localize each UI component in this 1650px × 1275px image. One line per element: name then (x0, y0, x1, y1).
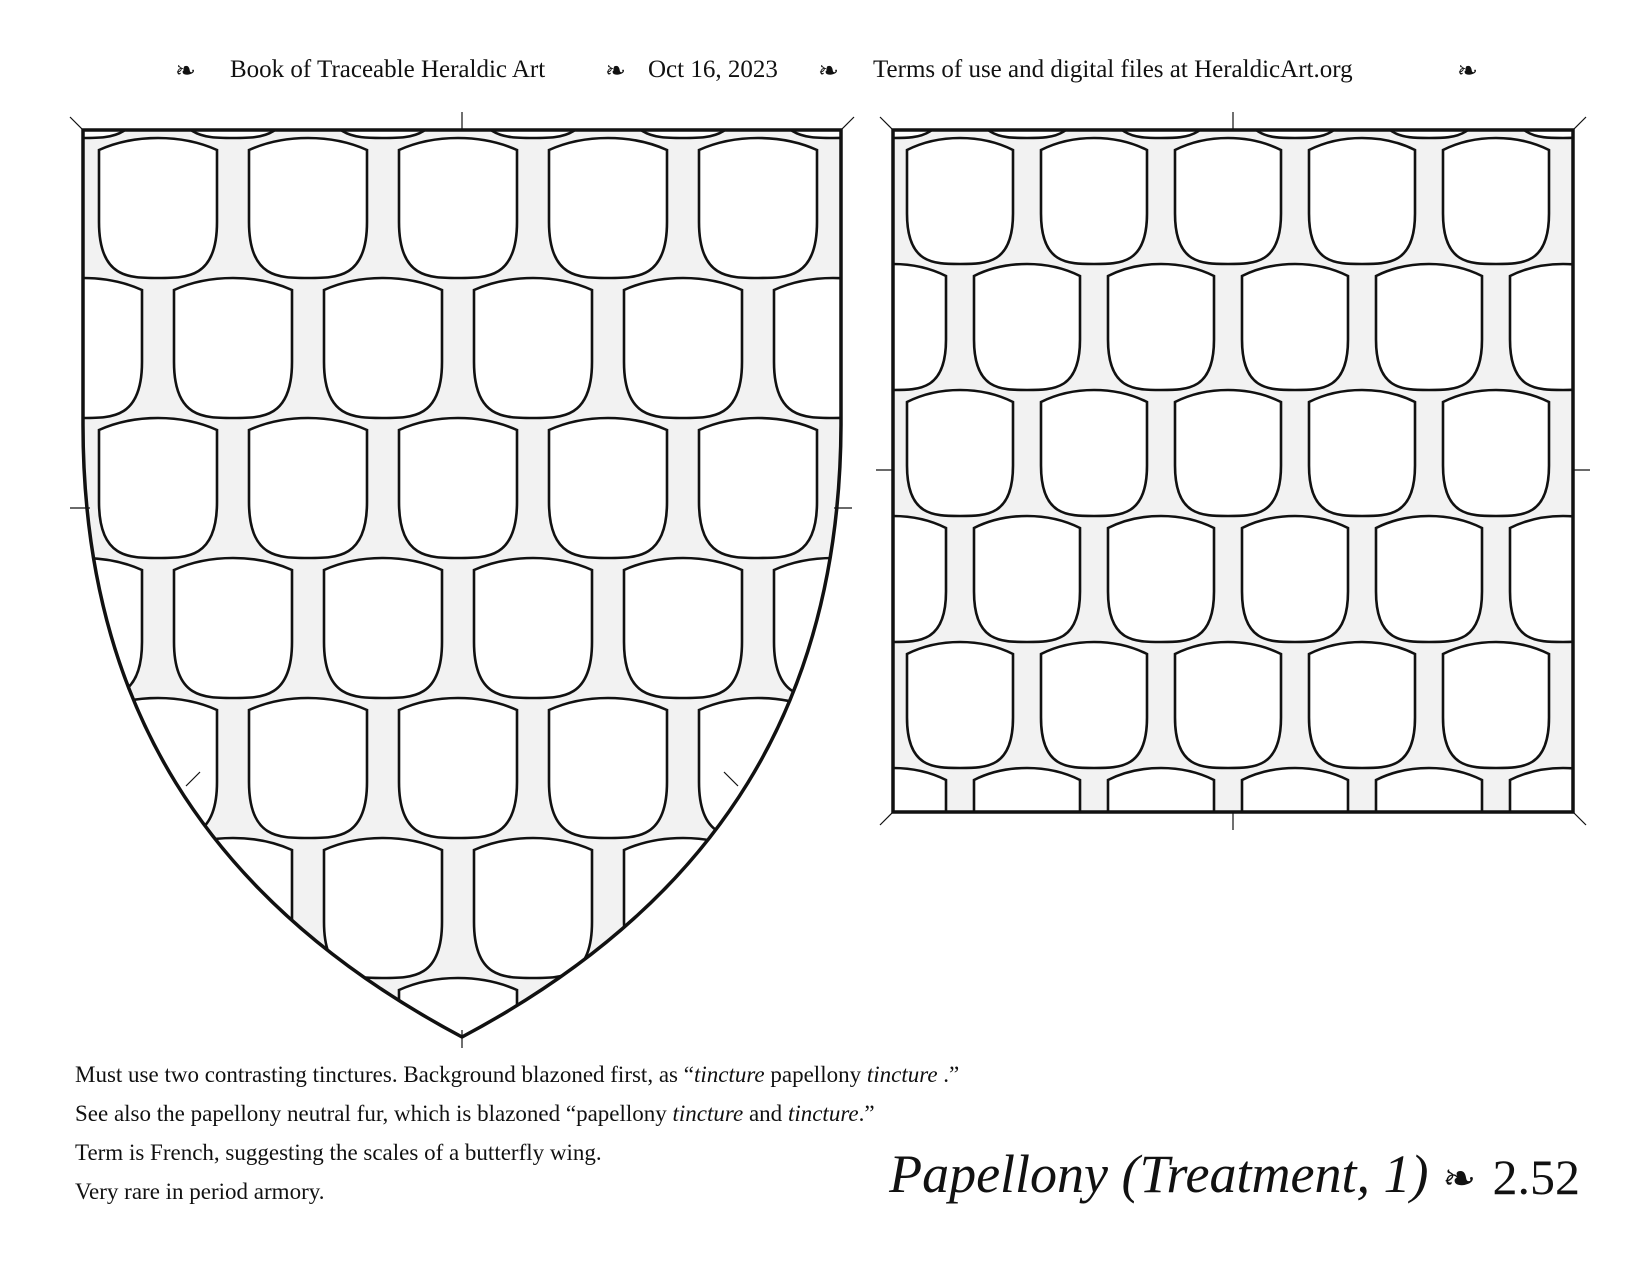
fleuron-icon: ❧ (1442, 1156, 1476, 1201)
scale-shape (1577, 642, 1650, 768)
scale-shape (1242, 12, 1348, 138)
scale-shape (907, 894, 1013, 1020)
scale-shape (624, 278, 742, 418)
scale-shape (549, 138, 667, 278)
scale-shape (249, 698, 367, 838)
terms-link[interactable]: Terms of use and digital files at HeraldicArt.org (873, 56, 1353, 83)
scale-shape (1041, 138, 1147, 264)
scale-shape (549, 418, 667, 558)
scale-shape (774, 0, 892, 138)
scale-shape (1443, 642, 1549, 768)
scale-shape (1041, 894, 1147, 1020)
scale-shape (0, 698, 67, 838)
scale-shape (474, 558, 592, 698)
scale-shape (1376, 768, 1482, 894)
scale-shape (1510, 768, 1616, 894)
scale-shape (474, 838, 592, 978)
scale-shape (624, 558, 742, 698)
scale-shape (24, 838, 142, 978)
scale-shape (1041, 390, 1147, 516)
scale-shape (924, 838, 1042, 978)
scale-shape (1041, 642, 1147, 768)
scale-shape (24, 0, 142, 138)
note-line: Very rare in period armory. (75, 1179, 325, 1204)
page-title (889, 1143, 1490, 1205)
scale-shape (1108, 768, 1214, 894)
scale-shape (1242, 768, 1348, 894)
scale-shape (1242, 264, 1348, 390)
scale-shape (1510, 264, 1616, 390)
scale-shape (1644, 264, 1650, 390)
scale-shape (1376, 516, 1482, 642)
fleuron-icon: ❧ (1457, 58, 1478, 85)
scale-shape (773, 894, 879, 1020)
scale-shape (399, 418, 517, 558)
scale-shape (624, 0, 742, 138)
scale-shape (249, 138, 367, 278)
scale-shape (474, 0, 592, 138)
scale-shape (1108, 264, 1214, 390)
scale-shape (399, 698, 517, 838)
scale-shape (1309, 138, 1415, 264)
scale-shape (249, 418, 367, 558)
scale-shape (1175, 894, 1281, 1020)
scale-shape (324, 838, 442, 978)
scale-shape (174, 0, 292, 138)
fleuron-icon: ❧ (605, 58, 626, 85)
scale-shape (1644, 516, 1650, 642)
scale-shape (549, 698, 667, 838)
scale-shape (699, 418, 817, 558)
scale-shape (974, 264, 1080, 390)
scale-shape (1644, 768, 1650, 894)
scale-shape (1443, 138, 1549, 264)
scale-shape (774, 838, 892, 978)
scale-shape (907, 390, 1013, 516)
scale-shape (1510, 12, 1616, 138)
book-title: Book of Traceable Heraldic Art (230, 56, 546, 83)
scale-shape (1175, 390, 1281, 516)
scale-shape (1443, 894, 1549, 1020)
scale-shape (774, 278, 892, 418)
scale-shape (0, 138, 67, 278)
scale-shape (1175, 138, 1281, 264)
scale-shape (706, 12, 812, 138)
scale-shape (1443, 390, 1549, 516)
plate-number: 2.52 (1492, 1149, 1580, 1205)
scale-shape (840, 12, 946, 138)
header-date: Oct 16, 2023 (648, 56, 778, 83)
fleuron-icon: ❧ (175, 58, 196, 85)
scale-shape (974, 12, 1080, 138)
scale-shape (1510, 516, 1616, 642)
scale-shape (174, 278, 292, 418)
note-line: See also the papellony neutral fur, which is blazoned “papellony tincture and tincture.” (75, 1101, 875, 1126)
scale-shape (1376, 264, 1482, 390)
scale-shape (324, 0, 442, 138)
scale-shape (1309, 642, 1415, 768)
scale-shape (1108, 12, 1214, 138)
scale-shape (1175, 642, 1281, 768)
scale-shape (1376, 12, 1482, 138)
scale-shape (0, 418, 67, 558)
scale-shape (624, 838, 742, 978)
notes-block (75, 1055, 959, 1211)
scale-shape (924, 0, 1042, 138)
scale-shape (474, 278, 592, 418)
scale-shape (1108, 516, 1214, 642)
scale-shape (1242, 516, 1348, 642)
scale-shape (324, 558, 442, 698)
square-scales (706, 12, 1650, 1020)
scale-shape (907, 642, 1013, 768)
scale-shape (174, 558, 292, 698)
scale-shape (0, 978, 67, 1118)
scale-shape (399, 138, 517, 278)
scale-shape (1309, 894, 1415, 1020)
scale-shape (699, 138, 817, 278)
scale-shape (324, 278, 442, 418)
scale-shape (1577, 138, 1650, 264)
scale-shape (907, 138, 1013, 264)
note-line: Term is French, suggesting the scales of a butterfly wing. (75, 1140, 602, 1165)
scale-shape (774, 558, 892, 698)
scale-shape (99, 418, 217, 558)
square-field (706, 12, 1650, 1020)
scale-shape (99, 138, 217, 278)
fleuron-icon: ❧ (818, 58, 839, 85)
scale-shape (974, 768, 1080, 894)
scale-shape (1577, 390, 1650, 516)
scale-shape (974, 516, 1080, 642)
scale-shape (1309, 390, 1415, 516)
note-line: Must use two contrasting tinctures. Background blazoned first, as “tincture papellony tincture .” (75, 1062, 960, 1087)
scale-shape (1644, 12, 1650, 138)
scale-shape (1577, 894, 1650, 1020)
title-text: Papellony (Treatment, 1) (889, 1144, 1429, 1204)
